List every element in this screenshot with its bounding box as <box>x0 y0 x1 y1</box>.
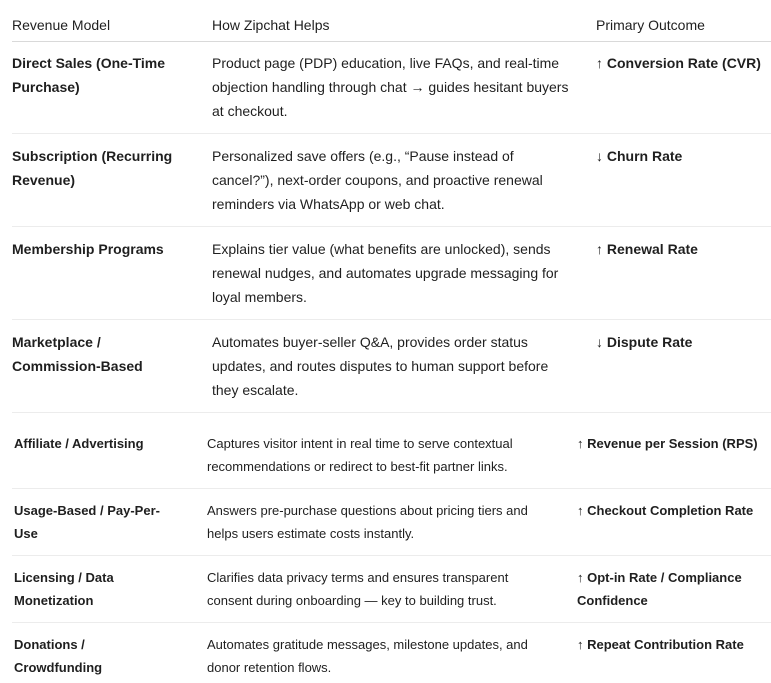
primary-outcome-cell: ↑ Conversion Rate (CVR) <box>596 55 761 71</box>
primary-outcome-cell: ↑ Checkout Completion Rate <box>577 503 754 518</box>
primary-outcome-cell: ↓ Churn Rate <box>596 148 683 164</box>
table-row <box>12 320 771 413</box>
revenue-model-cell: Marketplace / Commission-Based <box>12 334 143 374</box>
table-row <box>12 227 771 320</box>
primary-outcome-cell: ↓ Dispute Rate <box>596 334 693 350</box>
revenue-model-cell: Direct Sales (One-Time Purchase) <box>12 55 166 95</box>
revenue-model-cell: Usage-Based / Pay-Per-Use <box>14 503 160 541</box>
table-row <box>12 134 771 227</box>
header-primary-outcome: Primary Outcome <box>596 17 705 33</box>
how-zipchat-helps-cell: Answers pre-purchase questions about pricing tiers and helps users estimate costs instantly. <box>207 503 528 541</box>
revenue-model-cell: Subscription (Recurring Revenue) <box>12 148 173 188</box>
table-row <box>12 623 771 683</box>
primary-outcome-cell: ↑ Renewal Rate <box>596 241 698 257</box>
how-zipchat-helps-cell: Automates gratitude messages, milestone updates, and donor retention flows. <box>207 637 528 675</box>
revenue-model-cell: Licensing / Data Monetization <box>14 570 114 608</box>
header-how-zipchat-helps: How Zipchat Helps <box>212 17 330 33</box>
how-zipchat-helps-cell: Clarifies data privacy terms and ensures transparent consent during onboarding — key to building trust. <box>207 570 509 608</box>
revenue-model-cell: Membership Programs <box>12 241 164 257</box>
how-zipchat-helps-cell: Captures visitor intent in real time to serve contextual recommendations or redirect to best-fit partner links. <box>207 436 513 474</box>
how-zipchat-helps-cell: Personalized save offers (e.g., “Pause instead of cancel?”), next-order coupons, and proactive renewal reminders via WhatsApp or web chat. <box>212 148 543 212</box>
table-row <box>12 489 771 556</box>
how-zipchat-helps-cell: Explains tier value (what benefits are unlocked), sends renewal nudges, and automates upgrade messaging for loyal members. <box>212 241 559 305</box>
revenue-model-cell: Donations / Crowdfunding <box>14 637 103 675</box>
how-zipchat-helps-cell: Automates buyer-seller Q&A, provides order status updates, and routes disputes to human support before they escalate. <box>212 334 549 398</box>
header-revenue-model: Revenue Model <box>12 17 111 33</box>
revenue-model-cell: Affiliate / Advertising <box>14 436 144 451</box>
primary-outcome-cell: ↑ Repeat Contribution Rate <box>577 637 744 652</box>
table-header <box>12 0 771 42</box>
table-row <box>12 556 771 623</box>
primary-outcome-cell: ↑ Revenue per Session (RPS) <box>577 436 758 451</box>
primary-outcome-cell: ↑ Opt-in Rate / Compliance Confidence <box>577 570 742 608</box>
table-row <box>12 422 771 489</box>
table-row <box>12 41 771 134</box>
how-zipchat-helps-cell: Product page (PDP) education, live FAQs, and real-time objection handling through chat → guides hesitant buyers at checkout. <box>212 55 569 119</box>
